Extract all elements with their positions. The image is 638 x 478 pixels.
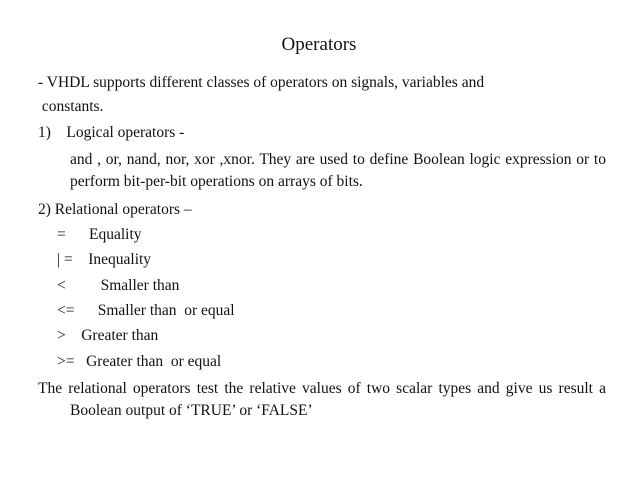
relational-item-equality: = Equality bbox=[57, 226, 142, 243]
relational-item-inequality: | = Inequality bbox=[57, 251, 152, 268]
relational-conclusion bbox=[38, 378, 606, 422]
relational-item-smaller-than: < Smaller than bbox=[57, 277, 180, 294]
relational-operators-heading: 2) Relational operators – bbox=[38, 201, 192, 218]
relational-conclusion-text: The relational operators test the relative values of two scalar types and give us result a Boolean output of ‘TRUE’ or ‘FALSE’ bbox=[38, 380, 606, 419]
logical-operators-heading: 1) Logical operators - bbox=[38, 124, 185, 141]
logical-operators-description: and , or, nand, nor, xor ,xnor. They are used to define Boolean logic expression or to perform bit-per-bit operations on arrays of bits. bbox=[70, 151, 606, 190]
relational-item-greater-than: > Greater than bbox=[57, 327, 159, 344]
slide-title: Operators bbox=[281, 34, 357, 55]
relational-item-greater-or-equal: >= Greater than or equal bbox=[57, 353, 222, 370]
intro-line-2: constants. bbox=[38, 98, 104, 115]
intro-line-1: - VHDL supports different classes of operators on signals, variables and bbox=[38, 74, 485, 91]
relational-item-smaller-or-equal: <= Smaller than or equal bbox=[57, 302, 235, 319]
